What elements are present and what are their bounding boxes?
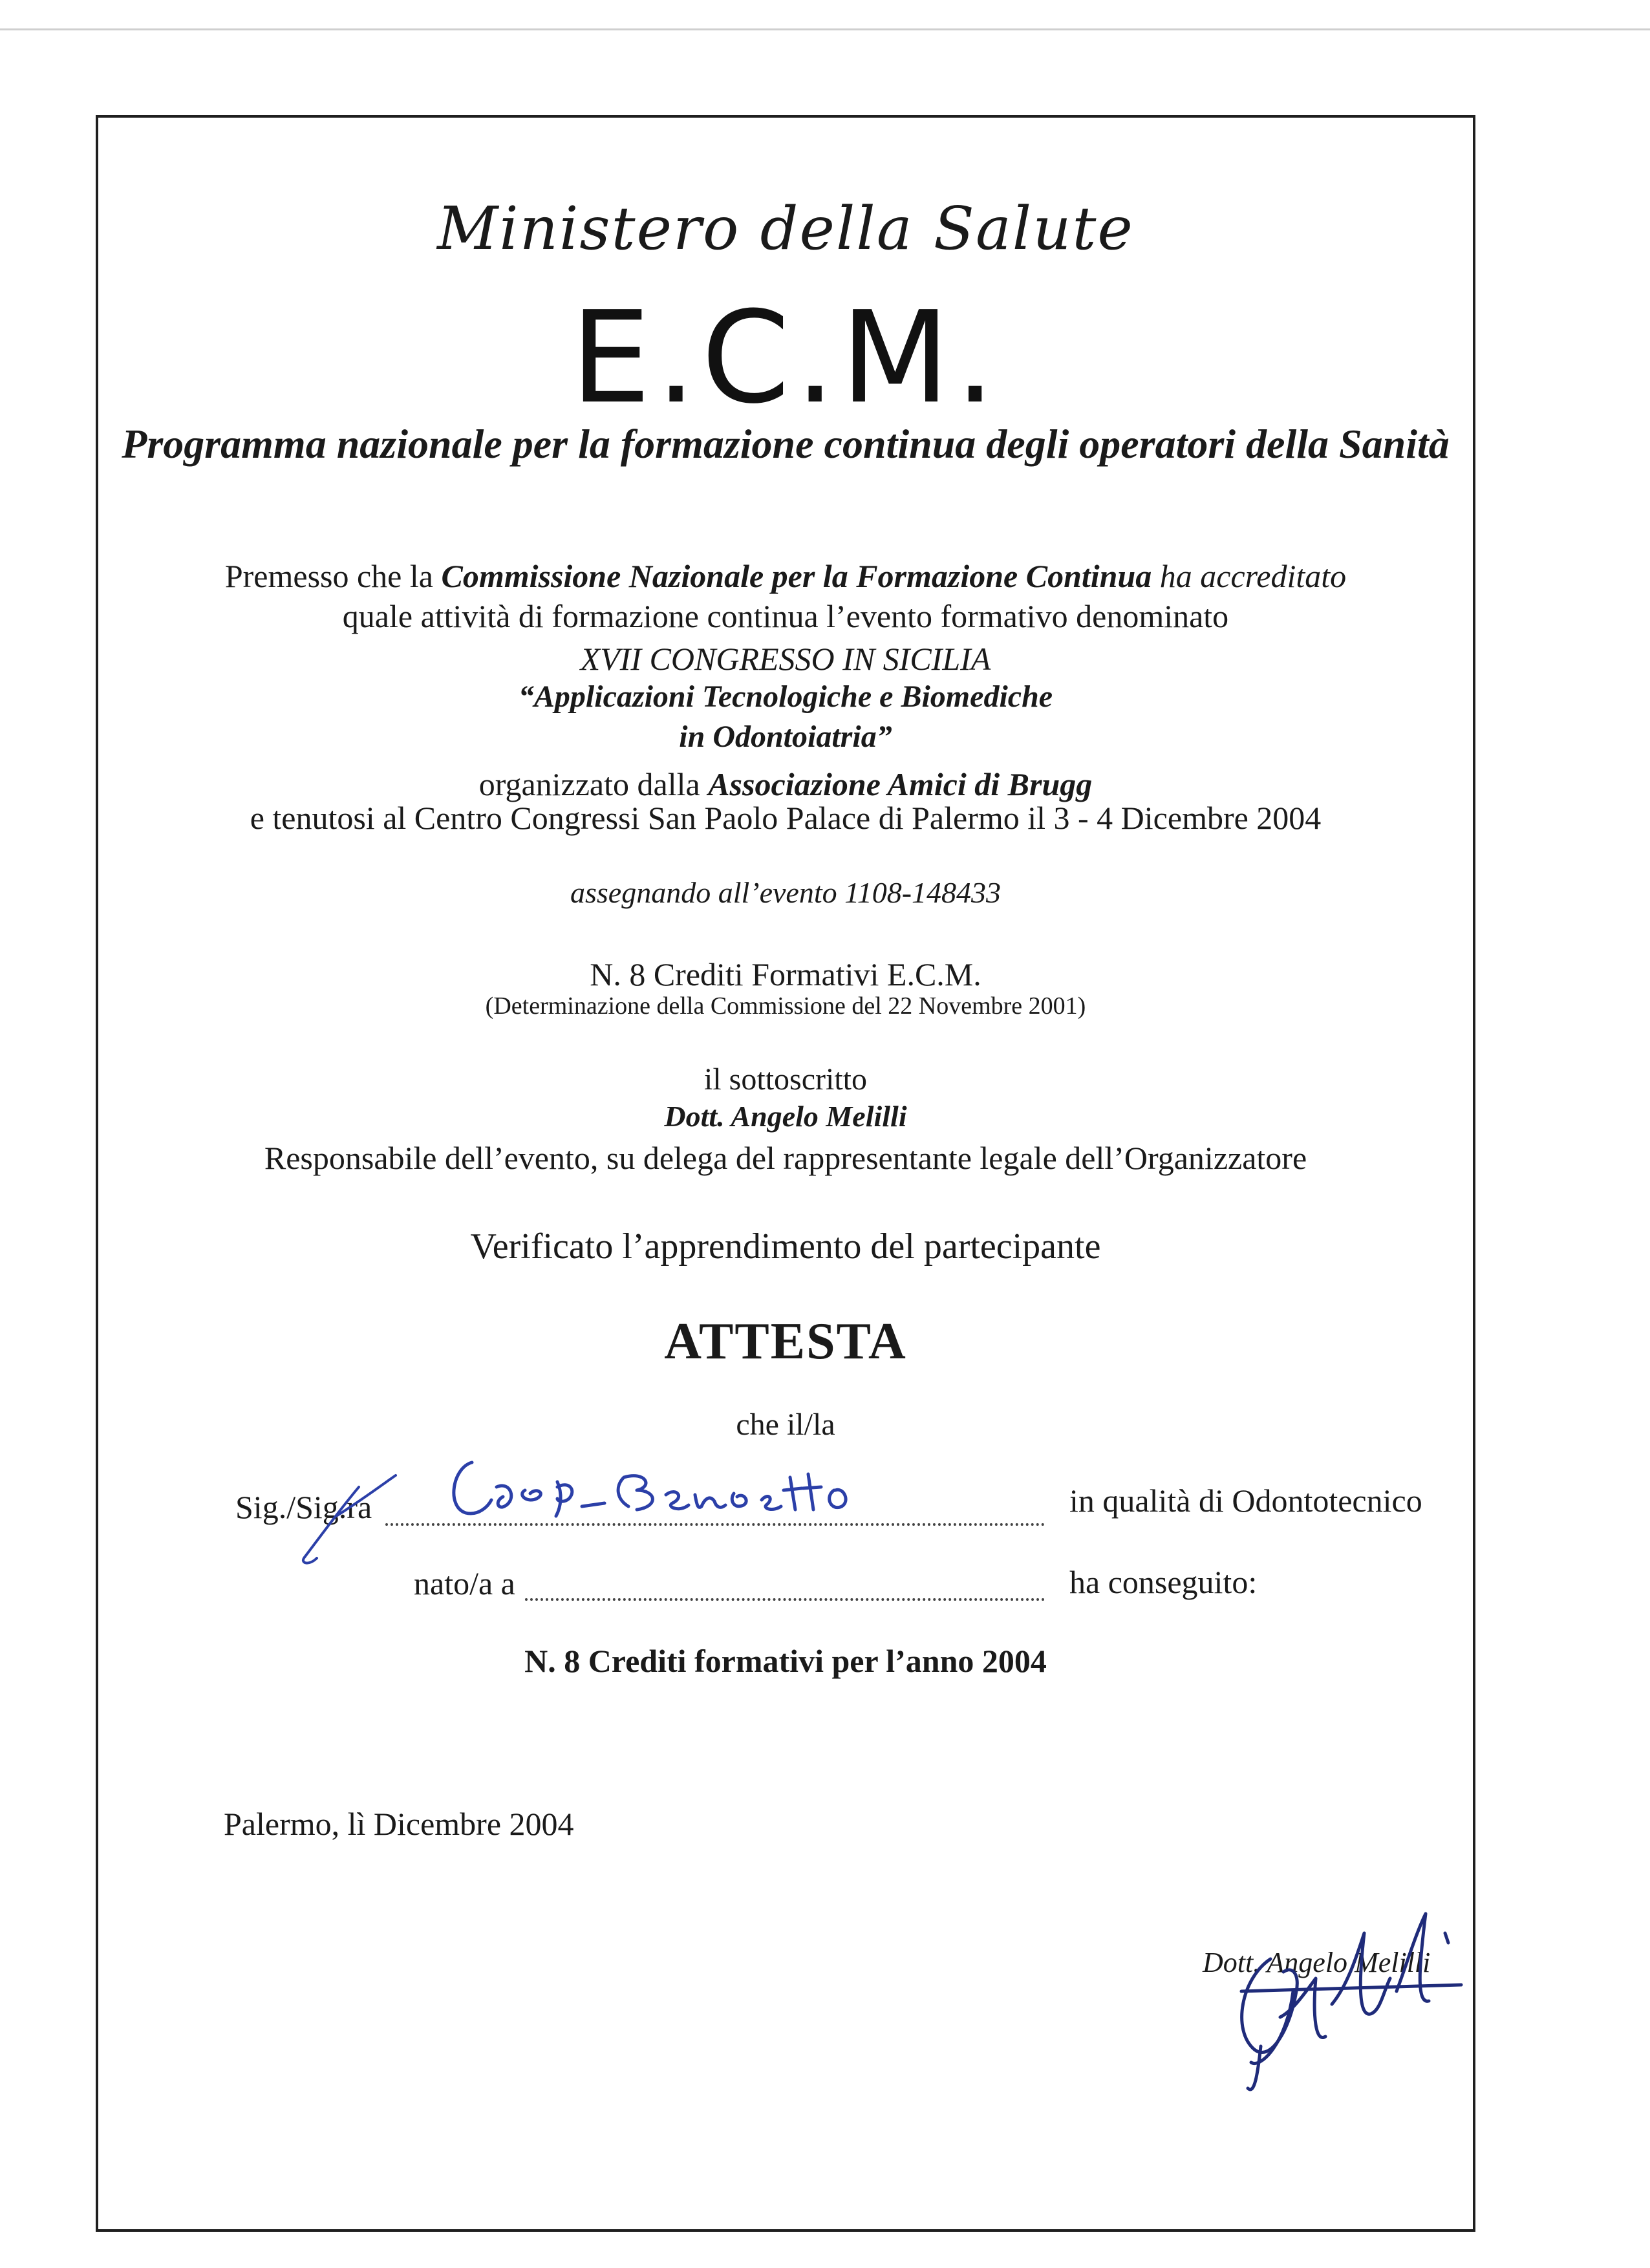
strike-mark xyxy=(303,1475,396,1563)
determination-line: (Determinazione della Commissione del 22 Novembre 2001) xyxy=(485,992,1086,1020)
obtained-text: ha conseguito: xyxy=(1069,1564,1258,1600)
sig-label: Sig./Sig.ra xyxy=(235,1489,372,1525)
birthplace-label: nato/a a xyxy=(414,1565,515,1601)
verified-line: Verificato l’apprendimento del partecipante xyxy=(470,1226,1101,1267)
organizer-text: organizzato dalla xyxy=(478,766,709,802)
participant-name-handwriting xyxy=(454,1462,846,1516)
undersigned-line: il sottoscritto xyxy=(704,1062,867,1097)
ministry-heading: Ministero della Salute xyxy=(437,194,1134,263)
place-date: Palermo, lì Dicembre 2004 xyxy=(224,1806,574,1842)
programme-subtitle: Programma nazionale per la formazione continua degli operatori della Sanità xyxy=(122,421,1450,467)
credits-awarded: N. 8 Crediti formativi per l’anno 2004 xyxy=(524,1643,1047,1679)
signatory-name: Dott. Angelo Melilli xyxy=(1203,1947,1431,1978)
event-code: 1108-148433 xyxy=(844,876,1002,909)
premise-accredited: ha accreditato xyxy=(1152,558,1347,594)
activity-line: quale attività di formazione continua l’evento formativo denominato xyxy=(342,598,1229,634)
qualification-text: in qualità di Odontotecnico xyxy=(1069,1482,1422,1519)
che-line: che il/la xyxy=(736,1407,835,1442)
venue-line: e tenutosi al Centro Congressi San Paolo Palace di Palermo il 3 - 4 Dicembre 2004 xyxy=(250,800,1322,836)
organizer-signature xyxy=(1241,1914,1461,2090)
attesta-heading: ATTESTA xyxy=(664,1313,907,1370)
responsible-role: Responsabile dell’evento, su delega del rappresentante legale dell’Organizzatore xyxy=(264,1140,1307,1176)
event-subtitle-2: in Odontoiatria” xyxy=(679,720,892,754)
event-subtitle-1: “Applicazioni Tecnologiche e Biomediche xyxy=(518,679,1053,714)
commission-name: Commissione Nazionale per la Formazione Continua xyxy=(441,558,1152,594)
event-title: XVII CONGRESSO IN SICILIA xyxy=(580,641,991,677)
responsible-name: Dott. Angelo Melilli xyxy=(664,1100,907,1133)
ecm-title: E.C.M. xyxy=(570,284,1001,432)
premise-text: Premesso che la xyxy=(224,558,442,594)
credits-line: N. 8 Crediti Formativi E.C.M. xyxy=(590,956,981,992)
organizer-name: Associazione Amici di Brugg xyxy=(708,766,1093,802)
assign-text: assegnando all’evento xyxy=(570,876,845,909)
